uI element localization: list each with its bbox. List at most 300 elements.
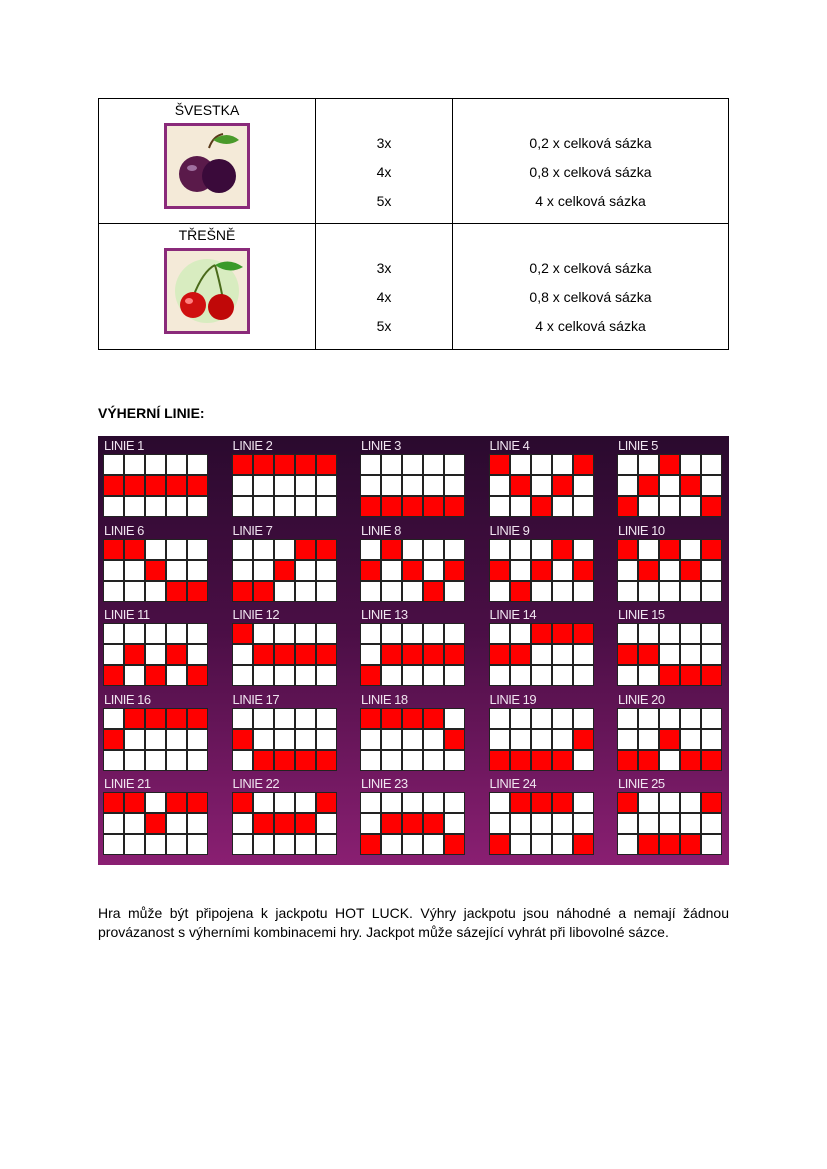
- payline-cell-active: [146, 476, 165, 495]
- payline-label: LINIE 12: [232, 607, 280, 622]
- payline-cell: [125, 666, 144, 685]
- payline-cell: [424, 540, 443, 559]
- payline-cell: [445, 709, 464, 728]
- payline-cell: [317, 561, 336, 580]
- payline-cell: [403, 666, 422, 685]
- payline-cell: [490, 814, 509, 833]
- payline-cell-active: [639, 561, 658, 580]
- payline-cell: [639, 497, 658, 516]
- payline-cell: [254, 793, 273, 812]
- payline-cell: [574, 476, 593, 495]
- payline-cell: [618, 814, 637, 833]
- payline-cell-active: [660, 730, 679, 749]
- payline-cell: [104, 624, 123, 643]
- payline-cell-active: [254, 455, 273, 474]
- payline-cell: [382, 666, 401, 685]
- payline-cell-active: [511, 476, 530, 495]
- payline-cell-active: [167, 476, 186, 495]
- payline-cell: [490, 582, 509, 601]
- payline-cell-active: [403, 561, 422, 580]
- payline-cell: [233, 561, 252, 580]
- payline-cell: [702, 730, 721, 749]
- payline-cell-active: [553, 624, 572, 643]
- payline-cell: [382, 624, 401, 643]
- payline-cell: [490, 793, 509, 812]
- payline-cell: [490, 476, 509, 495]
- payline-cell: [553, 730, 572, 749]
- win-value: 0,8 x celková sázka: [529, 164, 652, 180]
- payline-cell: [574, 540, 593, 559]
- payline-grid: [360, 539, 465, 602]
- payline-cell: [639, 455, 658, 474]
- payline-cell: [296, 624, 315, 643]
- payline-cell-active: [660, 540, 679, 559]
- payline-cell-active: [511, 645, 530, 664]
- payline-cell-active: [702, 497, 721, 516]
- payline-grid: [617, 708, 722, 771]
- payline-cell: [511, 666, 530, 685]
- payline-cell: [574, 751, 593, 770]
- payline-cell-active: [639, 751, 658, 770]
- payline-label: LINIE 9: [489, 522, 530, 538]
- payline-cell: [167, 666, 186, 685]
- payline-cell-active: [146, 709, 165, 728]
- payline-cell: [167, 624, 186, 643]
- payline-cell: [233, 751, 252, 770]
- payline-cell: [317, 582, 336, 601]
- payline-cell-active: [702, 751, 721, 770]
- payline-cell: [317, 730, 336, 749]
- payline-cell-active: [532, 561, 551, 580]
- payline-cell-active: [681, 476, 700, 495]
- payline-cell: [618, 835, 637, 854]
- payline-cell-active: [618, 540, 637, 559]
- payline-cell: [681, 540, 700, 559]
- payline-cell: [125, 730, 144, 749]
- payline-cell-active: [233, 455, 252, 474]
- payline-cell: [233, 540, 252, 559]
- payline-cell: [296, 497, 315, 516]
- payline-cell-active: [490, 455, 509, 474]
- payline-cell-active: [275, 561, 294, 580]
- payline-cell: [233, 476, 252, 495]
- payline-cell: [445, 540, 464, 559]
- payline-cell-active: [317, 540, 336, 559]
- payline-cell: [511, 624, 530, 643]
- payline-cell-active: [361, 709, 380, 728]
- payline-cell: [532, 730, 551, 749]
- payline-cell: [146, 793, 165, 812]
- plum-icon: [164, 123, 250, 209]
- payline-cell: [167, 561, 186, 580]
- payline-cell-active: [125, 540, 144, 559]
- payline-cell: [639, 814, 658, 833]
- payline-cell-active: [382, 645, 401, 664]
- payline-cell: [382, 793, 401, 812]
- payline-cell: [532, 835, 551, 854]
- payline-cell-active: [424, 582, 443, 601]
- payline-cell: [532, 666, 551, 685]
- payline: [98, 692, 202, 771]
- payline: [98, 523, 202, 602]
- payline-cell: [639, 666, 658, 685]
- multiplier: 3x: [376, 260, 392, 276]
- payline-cell: [254, 540, 273, 559]
- payline-cell: [618, 455, 637, 474]
- payline-cell-active: [188, 476, 207, 495]
- payline-cell: [167, 835, 186, 854]
- payline-cell-active: [639, 645, 658, 664]
- payline-grid: [360, 792, 465, 855]
- payline-cell: [167, 455, 186, 474]
- payline-label: LINIE 15: [618, 607, 665, 622]
- payline-cell: [361, 645, 380, 664]
- payline-label: LINIE 19: [489, 691, 537, 707]
- payline-cell-active: [146, 814, 165, 833]
- multiplier: 3x: [376, 135, 392, 151]
- payline-cell-active: [553, 476, 572, 495]
- payline-cell: [296, 561, 315, 580]
- payline-cell: [424, 666, 443, 685]
- payline-cell-active: [511, 793, 530, 812]
- payline-cell: [681, 709, 700, 728]
- payline-cell: [618, 476, 637, 495]
- payline-cell: [490, 497, 509, 516]
- payline-cell: [403, 751, 422, 770]
- payline-cell: [125, 835, 144, 854]
- payline-cell-active: [296, 751, 315, 770]
- payline-cell: [424, 561, 443, 580]
- payline-label: LINIE 24: [489, 776, 537, 791]
- payline-cell-active: [167, 793, 186, 812]
- payline-label: LINIE 13: [361, 607, 408, 622]
- payline-grid: [489, 708, 594, 771]
- payline-cell: [424, 751, 443, 770]
- payline-cell: [296, 730, 315, 749]
- payline-cell: [403, 582, 422, 601]
- payline-cell: [639, 730, 658, 749]
- payline-cell: [275, 835, 294, 854]
- payline-cell: [296, 666, 315, 685]
- payline-cell: [167, 751, 186, 770]
- payline-cell: [361, 730, 380, 749]
- payline-cell: [296, 476, 315, 495]
- payline-cell-active: [532, 793, 551, 812]
- payline-cell-active: [233, 793, 252, 812]
- payline-grid: [489, 623, 594, 686]
- payline-cell-active: [403, 497, 422, 516]
- payline-cell: [188, 730, 207, 749]
- payline-cell-active: [639, 476, 658, 495]
- payline-cell-active: [445, 835, 464, 854]
- payline-cell: [125, 624, 144, 643]
- payline-cell: [681, 814, 700, 833]
- payline: [484, 692, 588, 771]
- payline-cell: [639, 540, 658, 559]
- win-value: 0,8 x celková sázka: [529, 289, 652, 305]
- payline-cell-active: [296, 540, 315, 559]
- payline-cell: [424, 835, 443, 854]
- payline-cell-active: [233, 624, 252, 643]
- payline-cell: [382, 751, 401, 770]
- payline-cell: [233, 666, 252, 685]
- payline-cell: [125, 561, 144, 580]
- payline-label: LINIE 6: [104, 522, 144, 538]
- payline-cell: [382, 561, 401, 580]
- payline-cell: [511, 540, 530, 559]
- payline-cell-active: [702, 666, 721, 685]
- payline-cell: [574, 793, 593, 812]
- win-value: 4 x celková sázka: [535, 193, 646, 209]
- payline-cell: [361, 751, 380, 770]
- payline-grid: [103, 623, 208, 686]
- payline-cell: [104, 455, 123, 474]
- payline-cell-active: [317, 793, 336, 812]
- payline-cell-active: [233, 730, 252, 749]
- payline-cell: [254, 666, 273, 685]
- payline-cell: [553, 497, 572, 516]
- multiplier: 5x: [376, 193, 392, 209]
- payline: [355, 776, 459, 855]
- payline-cell: [188, 814, 207, 833]
- payline-cell: [490, 540, 509, 559]
- payline-cell-active: [104, 666, 123, 685]
- payline-cell: [639, 624, 658, 643]
- payline-cell: [511, 497, 530, 516]
- payline-cell-active: [125, 476, 144, 495]
- payline-cell: [532, 540, 551, 559]
- payline-cell: [104, 814, 123, 833]
- payline-grid: [360, 623, 465, 686]
- payline-label: LINIE 18: [361, 691, 408, 707]
- payline-cell: [490, 730, 509, 749]
- win-value: 0,2 x celková sázka: [529, 135, 652, 151]
- payline: [612, 607, 716, 686]
- payline-cell: [660, 624, 679, 643]
- payline-cell: [618, 582, 637, 601]
- payline-cell: [382, 730, 401, 749]
- payline-cell: [702, 835, 721, 854]
- payline-cell-active: [553, 540, 572, 559]
- payline-cell: [104, 835, 123, 854]
- payline-cell: [104, 709, 123, 728]
- payline: [227, 692, 331, 771]
- win-value: 0,2 x celková sázka: [529, 260, 652, 276]
- payline-cell: [511, 455, 530, 474]
- payline-cell: [424, 730, 443, 749]
- payline-cell: [125, 582, 144, 601]
- payline-cell: [681, 582, 700, 601]
- payline-cell-active: [511, 582, 530, 601]
- payline-cell-active: [361, 666, 380, 685]
- symbol-name: TŘEŠNĚ: [178, 227, 236, 243]
- payline-cell-active: [681, 561, 700, 580]
- payline-cell-active: [660, 666, 679, 685]
- payline-cell: [146, 540, 165, 559]
- payline-label: LINIE 8: [361, 522, 401, 538]
- payline: [612, 776, 716, 855]
- payline-cell-active: [490, 751, 509, 770]
- payline-cell: [702, 455, 721, 474]
- payline-label: LINIE 10: [618, 522, 665, 538]
- payline-cell: [254, 709, 273, 728]
- payline-cell: [382, 476, 401, 495]
- payline-cell: [188, 561, 207, 580]
- payline-cell: [146, 455, 165, 474]
- payline-grid: [232, 454, 337, 517]
- payline-grid: [617, 539, 722, 602]
- payline: [98, 607, 202, 686]
- payline-cell: [574, 645, 593, 664]
- payline-cell: [233, 497, 252, 516]
- payline-cell-active: [317, 751, 336, 770]
- payline-cell: [511, 814, 530, 833]
- payline-cell: [233, 645, 252, 664]
- payline-cell: [233, 709, 252, 728]
- payline-cell: [553, 835, 572, 854]
- payline-cell-active: [403, 645, 422, 664]
- payline-cell: [403, 835, 422, 854]
- payline-grid: [103, 708, 208, 771]
- payline-cell-active: [553, 793, 572, 812]
- payline-cell: [702, 814, 721, 833]
- payline-cell-active: [104, 476, 123, 495]
- payline: [98, 776, 202, 855]
- payline: [227, 776, 331, 855]
- payline-cell: [125, 497, 144, 516]
- payline-cell: [681, 455, 700, 474]
- payline-cell-active: [254, 582, 273, 601]
- payline-label: LINIE 14: [489, 607, 537, 622]
- payline-cell: [702, 624, 721, 643]
- payline-cell-active: [445, 645, 464, 664]
- payline-cell: [702, 476, 721, 495]
- payline: [227, 438, 331, 517]
- payline-cell: [188, 540, 207, 559]
- payline-cell: [424, 793, 443, 812]
- payline-cell: [361, 793, 380, 812]
- payline-cell-active: [254, 814, 273, 833]
- payline-label: LINIE 7: [232, 522, 273, 538]
- payline-cell: [490, 709, 509, 728]
- payline-cell-active: [660, 455, 679, 474]
- payline-cell: [660, 814, 679, 833]
- payline-cell: [167, 730, 186, 749]
- payline-cell-active: [296, 455, 315, 474]
- payline-cell-active: [574, 624, 593, 643]
- payline-grid: [232, 792, 337, 855]
- payline-cell-active: [188, 793, 207, 812]
- payline-cell-active: [403, 814, 422, 833]
- payline-cell-active: [424, 709, 443, 728]
- payline-cell: [167, 814, 186, 833]
- payline-cell: [125, 751, 144, 770]
- payline-cell: [317, 814, 336, 833]
- payline-cell: [361, 455, 380, 474]
- payline-cell: [532, 582, 551, 601]
- payline-cell: [553, 709, 572, 728]
- payline: [355, 523, 459, 602]
- payline-cell: [445, 666, 464, 685]
- payline-cell: [574, 814, 593, 833]
- payline: [355, 607, 459, 686]
- payline-cell: [639, 793, 658, 812]
- payline-cell: [317, 835, 336, 854]
- payline-cell: [403, 455, 422, 474]
- payline-cell-active: [188, 666, 207, 685]
- payline-cell-active: [660, 835, 679, 854]
- payline: [227, 523, 331, 602]
- payline-cell: [660, 582, 679, 601]
- payline-cell-active: [233, 582, 252, 601]
- payline-cell-active: [104, 730, 123, 749]
- payline: [612, 523, 716, 602]
- payline-cell-active: [681, 666, 700, 685]
- win-value: 4 x celková sázka: [535, 318, 646, 334]
- payline-grid: [489, 792, 594, 855]
- payline-cell-active: [296, 645, 315, 664]
- payline-cell: [681, 497, 700, 516]
- payline-cell: [618, 730, 637, 749]
- payline-cell: [361, 814, 380, 833]
- payline-cell-active: [574, 561, 593, 580]
- payline-cell: [445, 582, 464, 601]
- payline-cell-active: [361, 497, 380, 516]
- payline-cell-active: [424, 814, 443, 833]
- payline-cell: [511, 835, 530, 854]
- payline-cell: [702, 561, 721, 580]
- multiplier: 4x: [376, 164, 392, 180]
- payline-cell: [146, 497, 165, 516]
- payline-cell-active: [618, 751, 637, 770]
- payline-cell: [574, 666, 593, 685]
- payline-grid: [489, 454, 594, 517]
- payline-cell-active: [702, 540, 721, 559]
- payline: [484, 776, 588, 855]
- payline-label: LINIE 17: [232, 691, 280, 707]
- payline-grid: [360, 708, 465, 771]
- payline-cell: [104, 561, 123, 580]
- payline-cell: [681, 624, 700, 643]
- payline-cell-active: [167, 645, 186, 664]
- payline-cell: [532, 645, 551, 664]
- payline-label: LINIE 1: [104, 438, 144, 453]
- payline-cell: [660, 476, 679, 495]
- payline-cell: [361, 624, 380, 643]
- payline-cell: [275, 666, 294, 685]
- payline-cell: [125, 455, 144, 474]
- payline-grid: [617, 454, 722, 517]
- payline-cell-active: [553, 751, 572, 770]
- payline-cell-active: [146, 666, 165, 685]
- payline-cell-active: [681, 751, 700, 770]
- payline-cell-active: [275, 814, 294, 833]
- payline-cell-active: [361, 835, 380, 854]
- payline-cell: [681, 793, 700, 812]
- payline-cell: [424, 455, 443, 474]
- cherry-icon: [164, 248, 250, 334]
- payline-cell: [574, 709, 593, 728]
- payline-cell: [382, 455, 401, 474]
- payline-cell: [146, 835, 165, 854]
- payline-cell-active: [317, 455, 336, 474]
- payline-cell: [660, 497, 679, 516]
- payline-cell: [317, 709, 336, 728]
- payline-cell: [296, 793, 315, 812]
- payline-cell: [403, 624, 422, 643]
- payline-cell: [254, 835, 273, 854]
- payline-cell: [403, 476, 422, 495]
